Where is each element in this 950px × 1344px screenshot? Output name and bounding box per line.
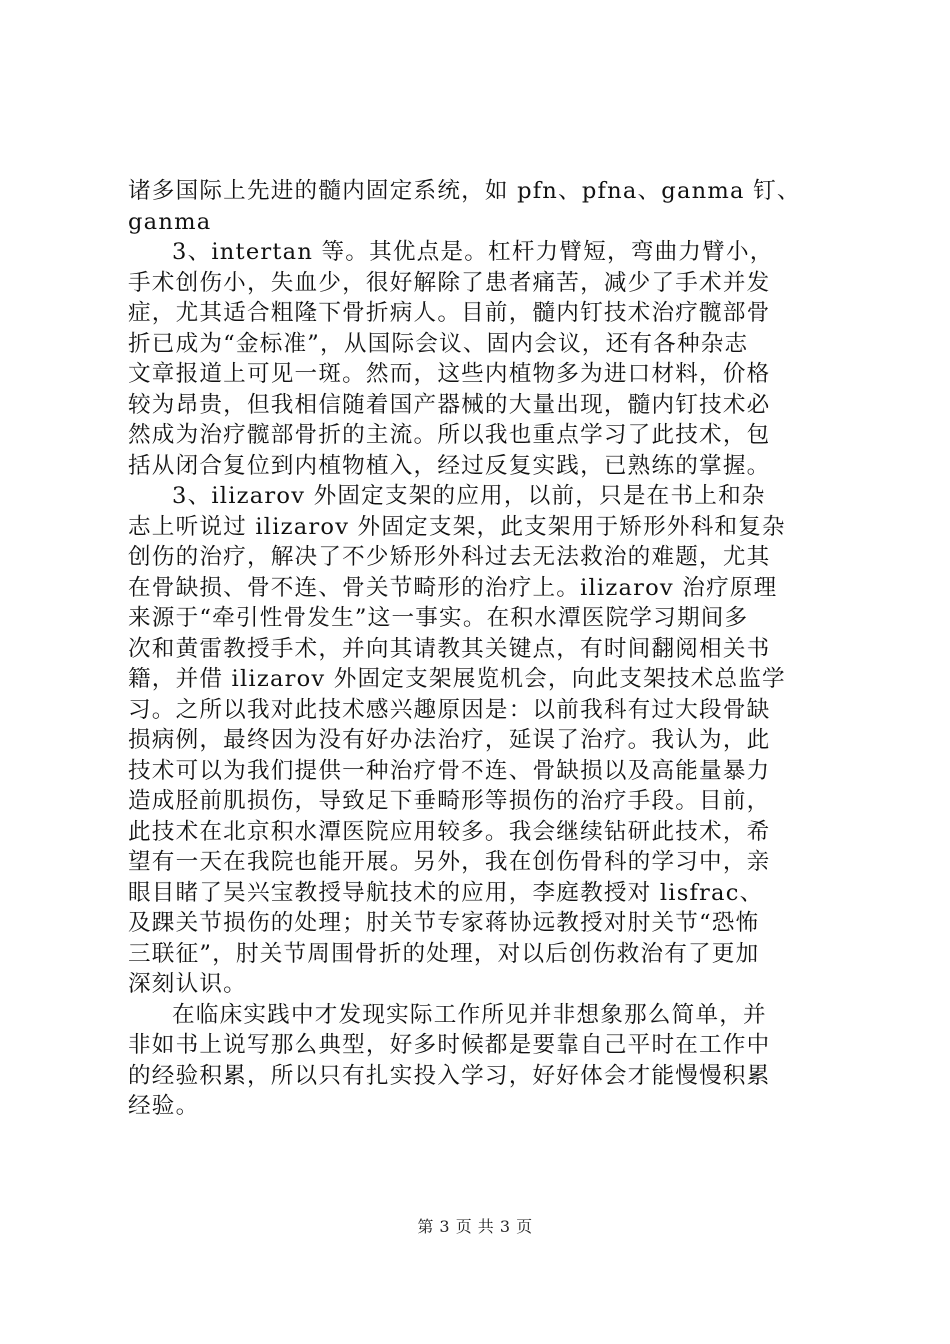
document-body — [128, 176, 832, 1122]
paragraph-first-line: 3、intertan 等。其优点是。杠杆力臂短，弯曲力臂小， — [172, 239, 774, 265]
paragraph-first-line: 在临床实践中才发现实际工作所见并非想象那么简单，并 — [172, 1001, 767, 1028]
text-line: 诸多国际上先进的髓内固定系统，如 pfn、pfna、ganma 钉、 — [128, 178, 801, 204]
text-line: 在骨缺损、骨不连、骨关节畸形的治疗上。ilizarov 治疗原理 — [128, 574, 778, 601]
page-number-footer: 第 3 页 共 3 页 — [417, 1217, 533, 1236]
text-line: 手术创伤小，失血少，很好解除了患者痛苦，减少了手术并发 — [128, 269, 771, 296]
text-line: 括从闭合复位到内植物植入，经过反复实践，已熟练的掌握。 — [128, 452, 771, 479]
text-line: 及踝关节损伤的处理；肘关节专家蒋协远教授对肘关节“恐怖 — [128, 910, 760, 936]
text-line: 经验。 — [128, 1093, 200, 1119]
paragraph-first-line: 3、ilizarov 外固定支架的应用，以前，只是在书上和杂 — [172, 483, 766, 509]
text-line: 来源于“牵引性骨发生”这一事实。在积水潭医院学习期间多 — [128, 605, 749, 631]
text-line: 眼目睹了吴兴宝教授导航技术的应用，李庭教授对 lisfrac、 — [128, 879, 764, 906]
text-line: 较为昂贵，但我相信随着国产器械的大量出现，髓内钉技术必 — [128, 391, 771, 418]
text-line: 望有一天在我院也能开展。另外，我在创伤骨科的学习中，亲 — [128, 849, 771, 875]
text-line: 非如书上说写那么典型，好多时候都是要靠自己平时在工作中 — [128, 1032, 771, 1058]
text-line: 习。之所以我对此技术感兴趣原因是：以前我科有过大段骨缺 — [128, 696, 771, 723]
text-line: 折已成为“金标准”，从国际会议、固内会议，还有各种杂志 — [128, 330, 749, 357]
text-line: 志上听说过 ilizarov 外固定支架，此支架用于矫形外科和复杂 — [128, 513, 786, 540]
text-line: 的经验积累，所以只有扎实投入学习，好好体会才能慢慢积累 — [128, 1062, 771, 1089]
text-line: 损病例，最终因为没有好办法治疗，延误了治疗。我认为，此 — [128, 727, 771, 753]
text-line: 籍，并借 ilizarov 外固定支架展览机会，向此支架技术总监学 — [128, 666, 786, 692]
text-line: 文章报道上可见一斑。然而，这些内植物多为进口材料，价格 — [128, 361, 771, 387]
text-line: 三联征”，肘关节周围骨折的处理，对以后创伤救治有了更加 — [128, 940, 760, 967]
text-line: 症，尤其适合粗隆下骨折病人。目前，髓内钉技术治疗髋部骨 — [128, 300, 771, 326]
text-line: 创伤的治疗，解决了不少矫形外科过去无法救治的难题，尤其 — [128, 544, 771, 570]
text-line: ganma — [128, 208, 212, 235]
text-line: 此技术在北京积水潭医院应用较多。我会继续钻研此技术，希 — [128, 818, 771, 845]
text-line: 次和黄雷教授手术，并向其请教其关键点，有时间翻阅相关书 — [128, 635, 771, 662]
text-line: 技术可以为我们提供一种治疗骨不连、骨缺损以及高能量暴力 — [128, 757, 771, 784]
text-line: 然成为治疗髋部骨折的主流。所以我也重点学习了此技术，包 — [128, 422, 771, 448]
text-line: 深刻认识。 — [128, 971, 247, 997]
text-line: 造成胫前肌损伤，导致足下垂畸形等损伤的治疗手段。目前， — [128, 788, 771, 814]
